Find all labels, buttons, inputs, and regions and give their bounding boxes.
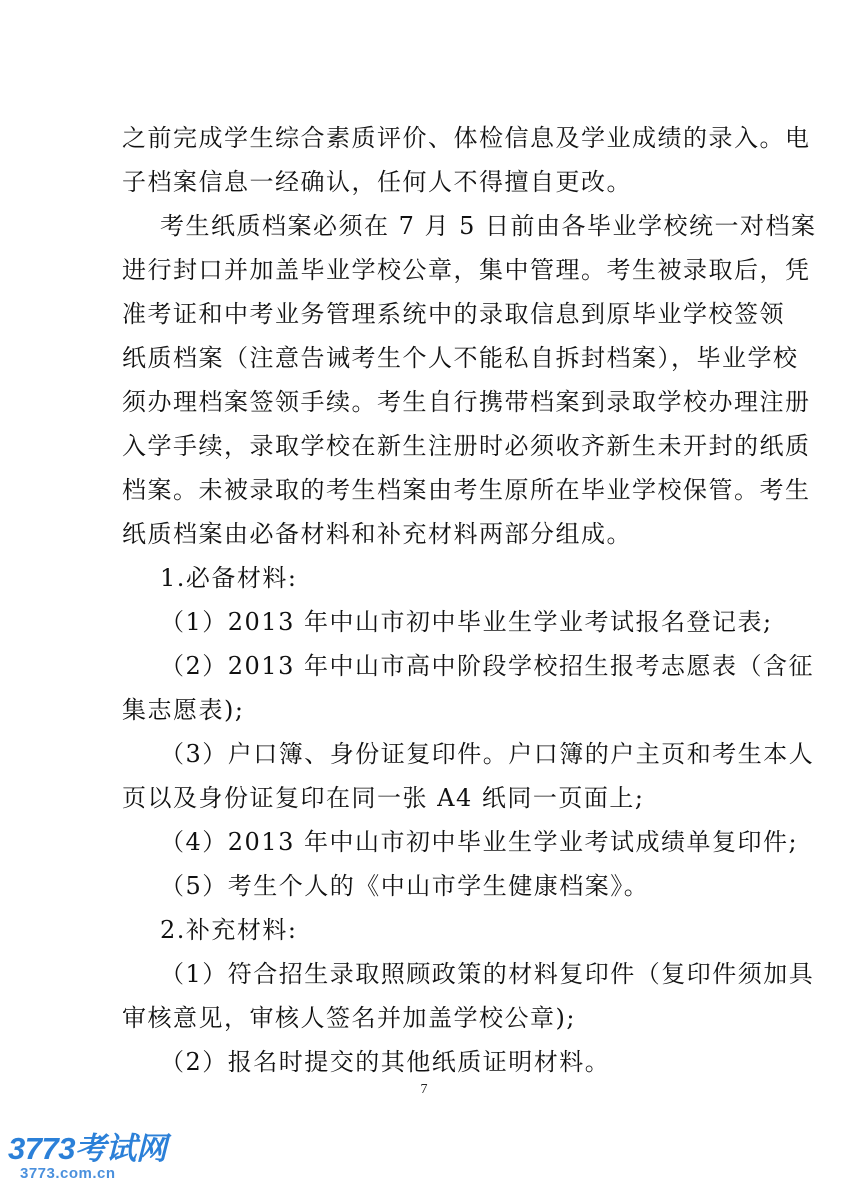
paragraph-line: 入学手续，录取学校在新生注册时必须收齐新生未开封的纸质 xyxy=(122,432,811,460)
list-item-continuation: 页以及身份证复印在同一张 A4 纸同一页面上; xyxy=(122,784,645,812)
list-item: （2）报名时提交的其他纸质证明材料。 xyxy=(160,1048,611,1076)
list-item: （1）2013 年中山市初中毕业生学业考试报名登记表; xyxy=(160,608,773,636)
list-item-continuation: 审核意见，审核人签名并加盖学校公章); xyxy=(122,1004,576,1032)
watermark-url-text: 3773.com.cn xyxy=(20,1165,116,1182)
paragraph-line: 考生纸质档案必须在 7 月 5 日前由各毕业学校统一对档案 xyxy=(160,212,817,240)
list-item: （1）符合招生录取照顾政策的材料复印件（复印件须加具 xyxy=(160,960,815,988)
watermark-logo-text: 3773考试网 xyxy=(8,1131,167,1166)
site-watermark-logo xyxy=(8,1132,188,1192)
paragraph-line: 档案。未被录取的考生档案由考生原所在毕业学校保管。考生 xyxy=(122,476,811,504)
paragraph-line: 纸质档案由必备材料和补充材料两部分组成。 xyxy=(122,520,632,548)
page-number: 7 xyxy=(420,1082,428,1097)
list-item-continuation: 集志愿表); xyxy=(122,696,245,724)
list-item: （2）2013 年中山市高中阶段学校招生报考志愿表（含征 xyxy=(160,652,814,680)
list-item: （5）考生个人的《中山市学生健康档案》。 xyxy=(160,872,650,900)
section-heading-supplementary-materials: 2.补充材料: xyxy=(160,916,298,944)
paragraph-line: 子档案信息一经确认，任何人不得擅自更改。 xyxy=(122,168,632,196)
paragraph-line: 纸质档案（注意告诫考生个人不能私自拆封档案），毕业学校 xyxy=(122,344,799,372)
section-heading-required-materials: 1.必备材料: xyxy=(160,564,298,592)
list-item: （3）户口簿、身份证复印件。户口簿的户主页和考生本人 xyxy=(160,740,815,768)
list-item: （4）2013 年中山市初中毕业生学业考试成绩单复印件; xyxy=(160,828,799,856)
paragraph-line: 之前完成学生综合素质评价、体检信息及学业成绩的录入。电 xyxy=(122,124,811,152)
paragraph-line: 须办理档案签领手续。考生自行携带档案到录取学校办理注册 xyxy=(122,388,811,416)
paragraph-line: 准考证和中考业务管理系统中的录取信息到原毕业学校签领 xyxy=(122,300,785,328)
paragraph-line: 进行封口并加盖毕业学校公章，集中管理。考生被录取后，凭 xyxy=(122,256,811,284)
